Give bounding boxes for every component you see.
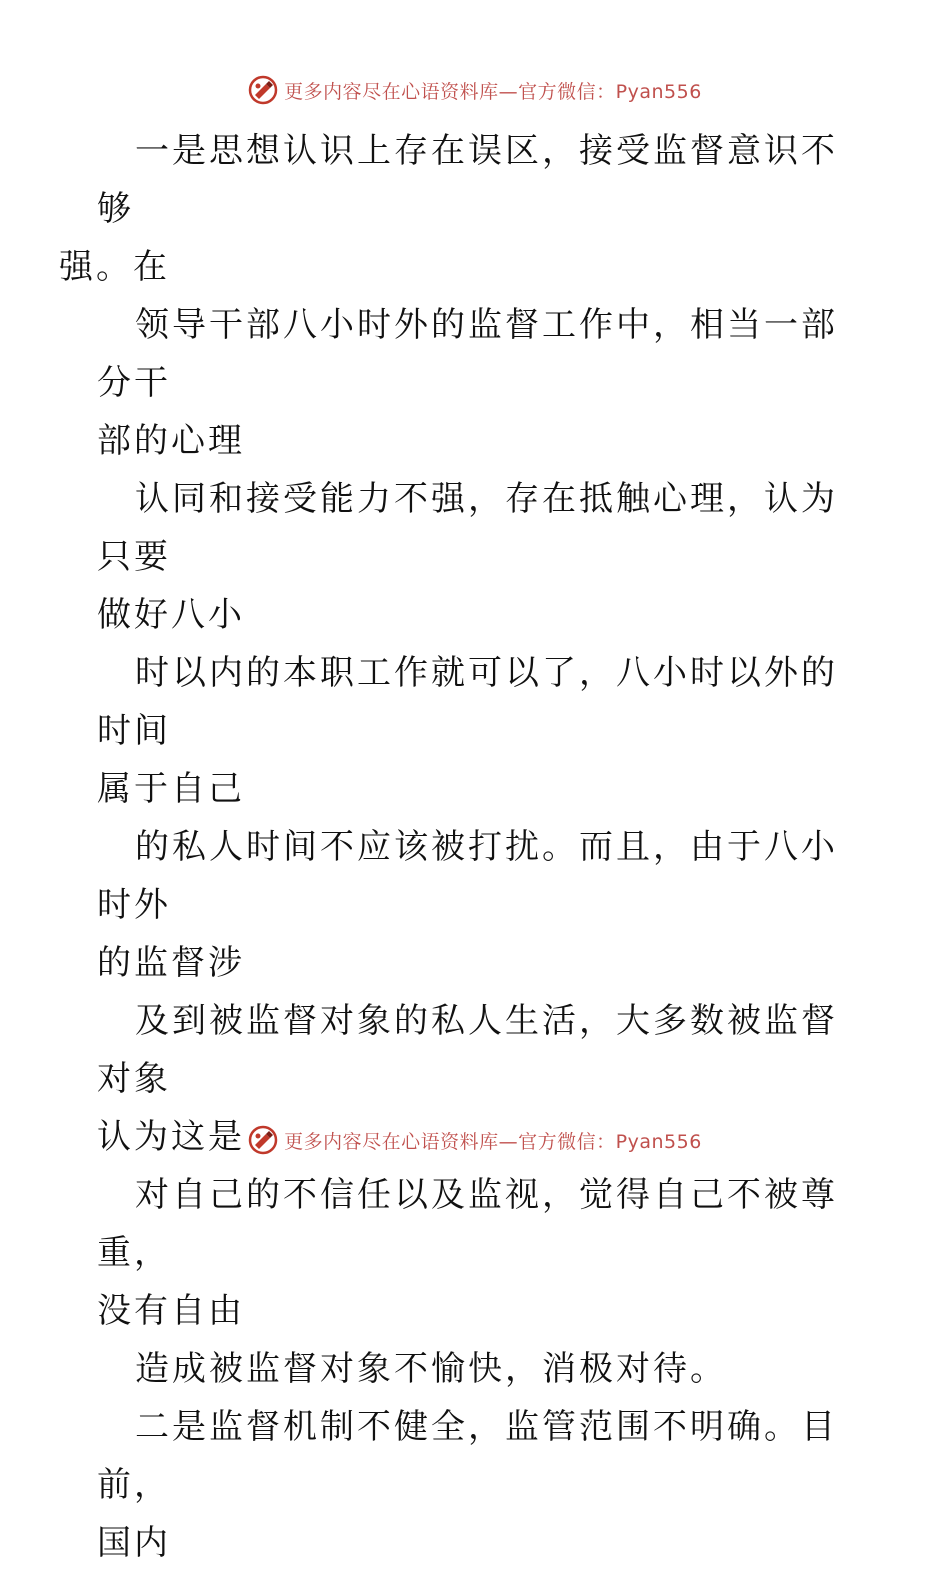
text-line: 国内: [97, 1523, 171, 1563]
text-line: 一是思想认识上存在误区，接受监督意识不够: [97, 131, 838, 229]
banner-text: 更多内容尽在心语资料库—官方微信：Pyan556: [284, 80, 702, 103]
paragraph-9: [97, 1398, 857, 1572]
text-line: 属于自己: [97, 769, 245, 809]
banner-text: 更多内容尽在心语资料库—官方微信：Pyan556: [284, 1130, 702, 1153]
text-line: 强。在: [59, 247, 170, 287]
text-line: 认为这是: [97, 1117, 245, 1157]
text-line: 没有自由: [97, 1291, 245, 1331]
paragraph-3: [97, 470, 857, 644]
text-line: 二是监督机制不健全，监管范围不明确。目前，: [97, 1407, 838, 1505]
text-line: 的监督涉: [97, 943, 245, 983]
paragraph-2: [97, 296, 857, 470]
text-line: 对自己的不信任以及监视，觉得自己不被尊重，: [97, 1175, 838, 1273]
brand-logo-icon: [248, 1125, 278, 1155]
text-line: 及到被监督对象的私人生活，大多数被监督对象: [97, 1001, 838, 1099]
text-line: 部的心理: [97, 421, 245, 461]
text-line: 认同和接受能力不强，存在抵触心理，认为只要: [97, 479, 838, 577]
text-line: 的私人时间不应该被打扰。而且，由于八小时外: [97, 827, 838, 925]
text-line: 造成被监督对象不愉快，消极对待。: [135, 1349, 727, 1389]
brand-logo-icon: [248, 75, 278, 105]
paragraph-7: [97, 1166, 857, 1340]
paragraph-8: [97, 1340, 857, 1398]
paragraph-4: [97, 644, 857, 818]
text-line: 时以内的本职工作就可以了，八小时以外的时间: [97, 653, 838, 751]
header-watermark-banner: [0, 70, 950, 110]
document-body: [59, 122, 857, 1572]
text-line: 领导干部八小时外的监督工作中，相当一部分干: [97, 305, 838, 403]
footer-watermark-banner: [0, 1120, 950, 1160]
paragraph-5: [97, 818, 857, 992]
text-line: 做好八小: [97, 595, 245, 635]
paragraph-1: [59, 122, 857, 296]
